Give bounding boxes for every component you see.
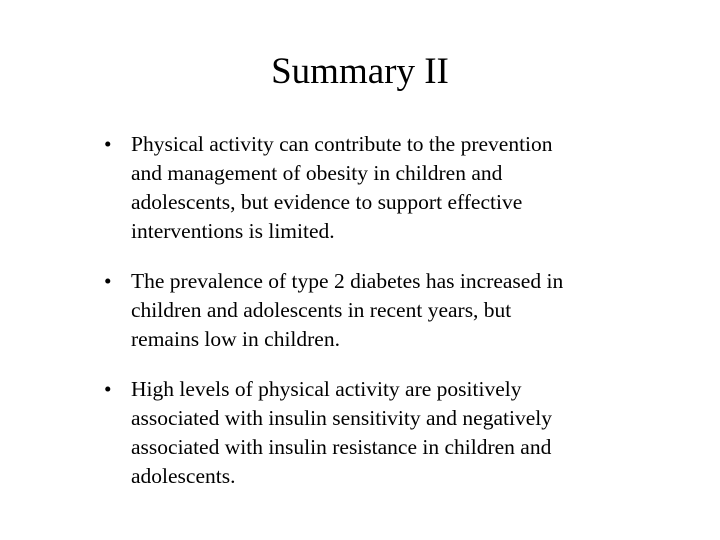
bullet-line: and management of obesity in children and	[131, 161, 503, 185]
bullet-text	[131, 267, 640, 354]
bullet-line: associated with insulin sensitivity and negatively	[131, 406, 552, 430]
bullet-text	[131, 375, 640, 491]
bullet-line: associated with insulin resistance in children and	[131, 435, 552, 459]
bullet-line: remains low in children.	[131, 327, 340, 351]
bullet-text	[131, 130, 640, 246]
bullet-icon: •	[104, 269, 112, 293]
bullet-line: interventions is limited.	[131, 219, 335, 243]
bullet-item	[100, 375, 640, 491]
bullet-line: High levels of physical activity are positively	[131, 377, 522, 401]
bullet-item	[100, 130, 640, 246]
bullet-list	[100, 130, 640, 512]
bullet-line: adolescents, but evidence to support effective	[131, 190, 523, 214]
bullet-line: Physical activity can contribute to the prevention	[131, 132, 553, 156]
bullet-line: The prevalence of type 2 diabetes has increased in	[131, 269, 564, 293]
bullet-line: adolescents.	[131, 464, 236, 488]
bullet-icon: •	[104, 377, 112, 401]
bullet-line: children and adolescents in recent years, but	[131, 298, 512, 322]
bullet-icon: •	[104, 132, 112, 156]
slide-title: Summary II	[271, 51, 449, 92]
bullet-item	[100, 267, 640, 354]
